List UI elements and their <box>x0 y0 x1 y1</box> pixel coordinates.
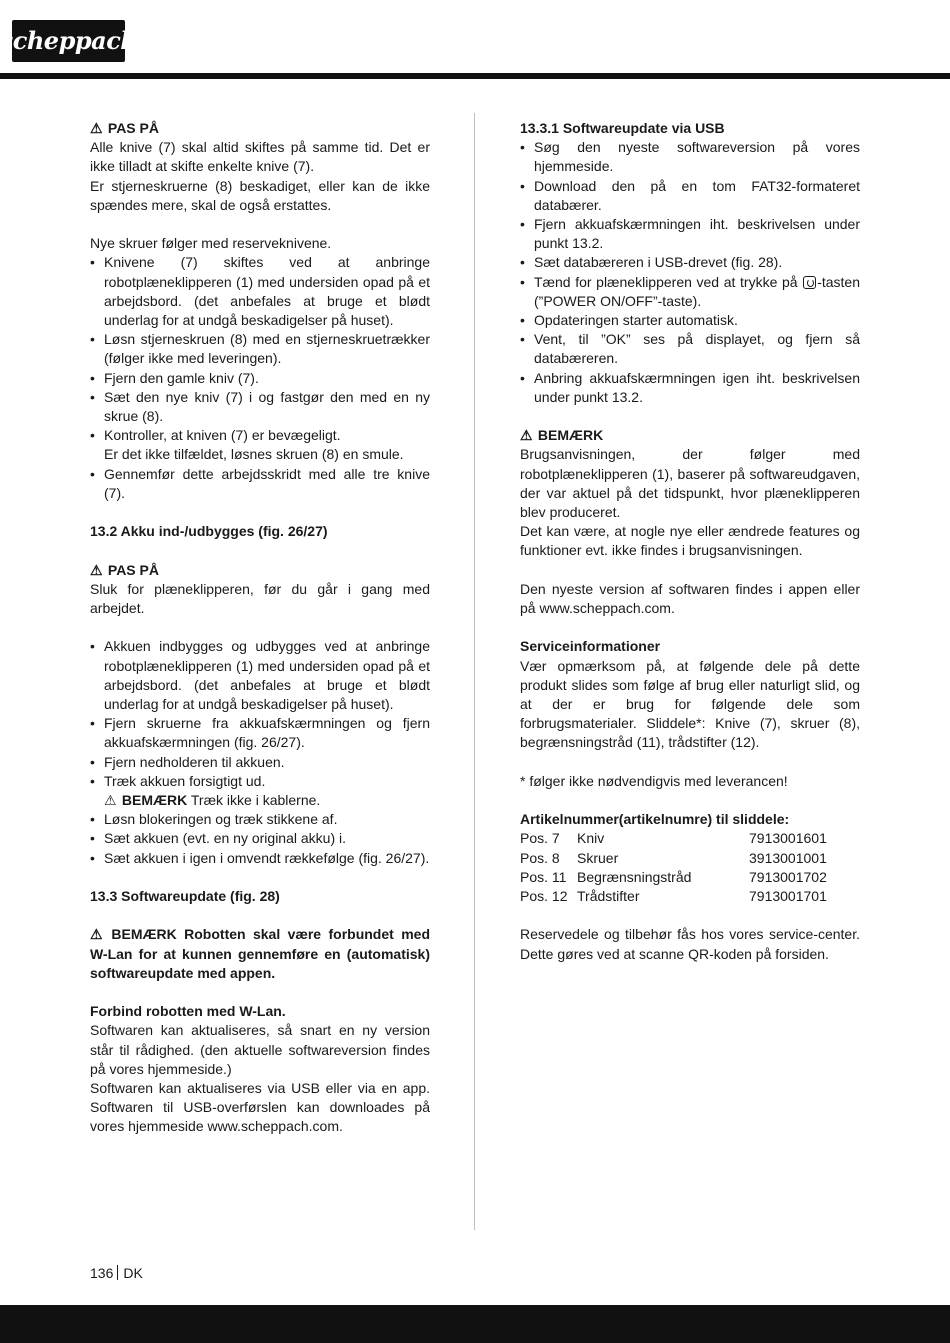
paragraph: Den nyeste version af softwaren findes i appen eller på www.scheppach.com. <box>520 580 860 617</box>
paragraph: Softwaren kan aktualiseres via USB eller via en app. Softwaren til USB-overførslen kan downloades på vores hjemmeside www.scheppach.com. <box>90 1080 430 1135</box>
warning-icon: ⚠ <box>90 561 103 578</box>
subheading: Artikelnummer(artikelnumre) til sliddele: <box>520 811 790 828</box>
battery-steps-list <box>90 637 430 867</box>
list-item: • Knivene (7) skiftes ved at anbringe robotplæneklipperen (1) med undersiden opad på et arbejdsbord. (det anbefales at bruge et blødt underlag for at undgå beskadigelser på huset). <box>90 253 430 330</box>
left-column <box>90 119 430 1137</box>
table-row: Pos. 12 Trådstifter 7913001701 <box>520 888 827 905</box>
table-row: Pos. 7 Kniv 7913001601 <box>520 830 827 847</box>
column-divider <box>474 113 475 1230</box>
warning-icon: ⚠ <box>520 427 533 444</box>
page-number: 136 <box>90 1265 114 1281</box>
list-item: • Vent, til ”OK” ses på displayet, og fjern så databæreren. <box>520 330 860 368</box>
usb-steps-list <box>520 138 860 407</box>
section-heading: 13.3 Softwareupdate (fig. 28) <box>90 888 280 905</box>
list-item: • Sæt akkuen i igen i omvendt rækkefølge (fig. 26/27). <box>90 849 430 868</box>
paragraph: Vær opmærksom på, at følgende dele på dette produkt slides som følge af brug eller naturligt slid, og at der er brug for følgende dele som forbrugsmaterialer. Sliddele*: Knive (7), skruer (8), begrænsningstråd (11), trådstifter (12). <box>520 657 860 751</box>
warning-paragraph: ⚠ BEMÆRK Robotten skal være forbundet med W-Lan for at kunnen gennemføre en (automatisk) softwareupdate med appen. <box>90 926 430 981</box>
header-rule <box>0 73 950 79</box>
subheading: Serviceinformationer <box>520 638 661 655</box>
list-item: • Kontroller, at kniven (7) er bevægeligt. Er det ikke tilfældet, løsnes skruen (8) en smule. <box>90 426 430 464</box>
list-item: • Fjern nedholderen til akkuen. <box>90 753 430 772</box>
paragraph: Alle knive (7) skal altid skiftes på samme tid. Det er ikke tilladt at skifte enkelte knive (7). <box>90 139 430 175</box>
list-item: • Gennemfør dette arbejdsskridt med alle tre knive (7). <box>90 465 430 503</box>
list-item: • Sæt akkuen (evt. en ny original akku) i. <box>90 829 430 848</box>
list-item: • Opdateringen starter automatisk. <box>520 311 860 330</box>
list-item: • Fjern akkuafskærmningen iht. beskrivelsen under punkt 13.2. <box>520 215 860 253</box>
brand-logo: scheppach <box>12 20 125 62</box>
table-row: Pos. 8 Skruer 3913001001 <box>520 849 827 866</box>
power-button-icon <box>803 276 816 289</box>
paragraph: Sluk for plæneklipperen, før du går i gang med arbejdet. <box>90 580 430 617</box>
warning-heading: ⚠ PAS PÅ <box>90 119 430 138</box>
paragraph: Brugsanvisningen, der følger med robotplæneklipperen (1), baserer på softwareudgaven, der var aktuel på det tidspunkt, hvor plæneklipperen blev produceret. <box>520 446 860 521</box>
right-column <box>520 119 860 964</box>
list-item: • Løsn blokeringen og træk stikkene af. <box>90 810 430 829</box>
parts-table <box>520 829 860 906</box>
paragraph: Er stjerneskruerne (8) beskadiget, eller kan de ikke spændes mere, skal de også erstattes. <box>90 177 430 213</box>
list-item: • Download den på en tom FAT32-formateret databærer. <box>520 177 860 215</box>
paragraph: Softwaren kan aktualiseres, så snart en ny version står til rådighed. (den aktuelle softwareversion findes på vores hjemmeside.) <box>90 1022 430 1077</box>
page-footer <box>90 1264 143 1283</box>
list-item: • Tænd for plæneklipperen ved at trykke på -tasten (”POWER ON/OFF”-taste). <box>520 273 860 311</box>
knife-steps-list <box>90 253 430 503</box>
table-row: Pos. 11 Begrænsningstråd 7913001702 <box>520 868 827 885</box>
warning-icon: ⚠ <box>90 120 103 136</box>
warning-heading: ⚠ PAS PÅ <box>90 561 430 580</box>
section-heading: 13.2 Akku ind-/udbygges (fig. 26/27) <box>90 523 328 540</box>
footnote: * følger ikke nødvendigvis med leverancen! <box>520 772 788 789</box>
paragraph: Nye skruer følger med reserveknivene. <box>90 235 332 252</box>
list-item: • Fjern skruerne fra akkuafskærmningen og fjern akkuafskærmningen (fig. 26/27). <box>90 714 430 752</box>
list-item: • Anbring akkuafskærmningen igen iht. beskrivelsen under punkt 13.2. <box>520 369 860 407</box>
list-item: • Løsn stjerneskruen (8) med en stjerneskruetrækker (følger ikke med leveringen). <box>90 330 430 368</box>
subheading: Forbind robotten med W-Lan. <box>90 1003 286 1020</box>
list-item: • Sæt den nye kniv (7) i og fastgør den med en ny skrue (8). <box>90 388 430 426</box>
list-item: • Akkuen indbygges og udbygges ved at anbringe robotplæneklipperen (1) med undersiden opad på et arbejdsbord. (det anbefales at bruge et blødt underlag for at undgå beskadigelser på huset). <box>90 637 430 714</box>
list-item: • Sæt databæreren i USB-drevet (fig. 28). <box>520 253 860 272</box>
warning-icon: ⚠ <box>104 792 117 809</box>
footer-separator <box>117 1265 118 1280</box>
footer-bar <box>0 1305 950 1343</box>
paragraph: Det kan være, at nogle nye eller ændrede features og funktioner evt. ikke findes i brugsanvisningen. <box>520 523 860 559</box>
list-item: • Søg den nyeste softwareversion på vores hjemmeside. <box>520 138 860 176</box>
paragraph: Reservedele og tilbehør fås hos vores service-center. Dette gøres ved at scanne QR-koden på forsiden. <box>520 926 860 962</box>
section-heading: 13.3.1 Softwareupdate via USB <box>520 120 725 136</box>
list-item: • Fjern den gamle kniv (7). <box>90 369 430 388</box>
warning-icon: ⚠ <box>90 926 103 943</box>
warning-heading: ⚠ BEMÆRK <box>520 426 860 445</box>
language-code: DK <box>123 1265 143 1281</box>
list-item: • Træk akkuen forsigtigt ud. ⚠ BEMÆRK Træk ikke i kablerne. <box>90 772 430 810</box>
